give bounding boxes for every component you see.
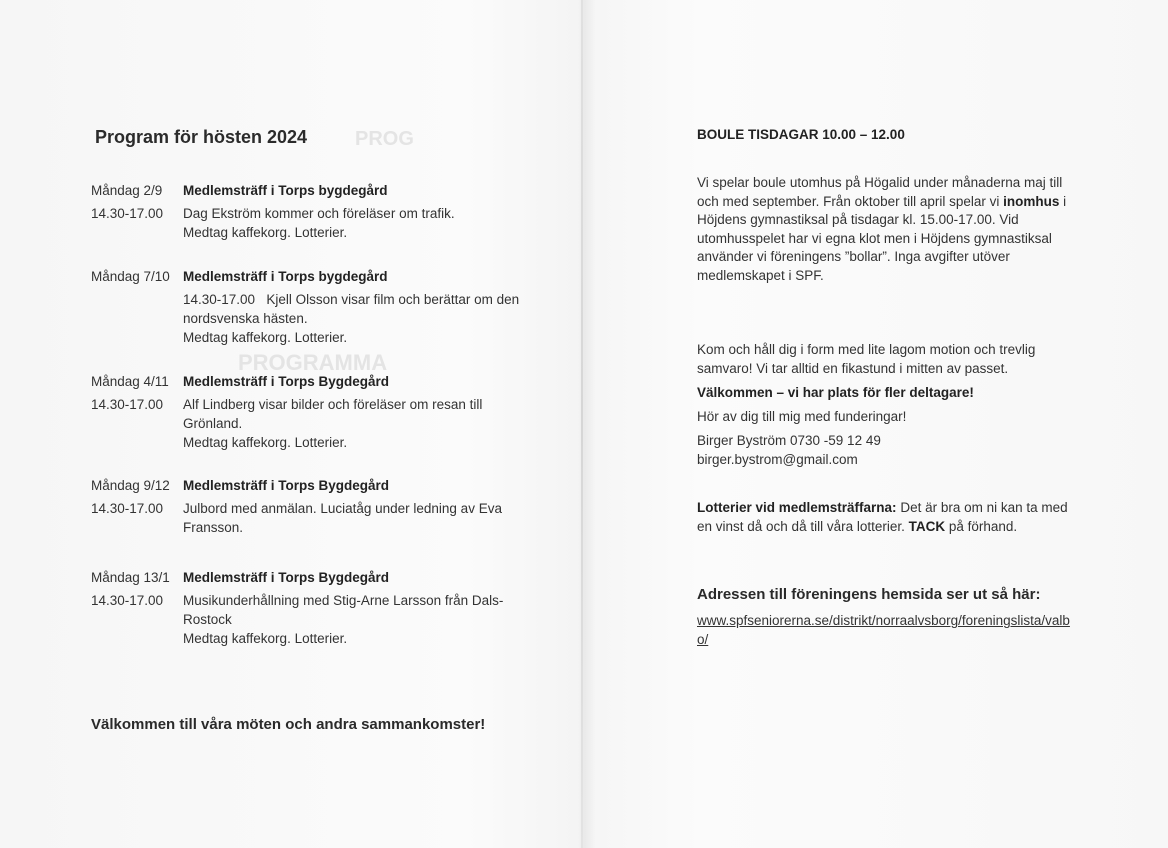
event-description-cont: Fransson. <box>183 520 244 535</box>
motion-paragraph: Kom och håll dig i form med lite lagom motion och trevlig samvaro! Vi tar alltid en fikastund i mitten av passet. <box>697 342 1036 376</box>
event-date: Måndag 4/11 <box>91 374 169 389</box>
boule-text-cont: i Höjdens gymnastiksal på tisdagar kl. 15.00-17.00. Vid utomhusspelet har vi egna klot men i Höjdens gymnastiksal använder vi föreningens ”bollar”. Inga avgifter utöver medlemskapet i SPF. <box>697 193 1067 283</box>
event-description: Musikunderhållning med Stig-Arne Larsson från Dals- <box>183 593 504 608</box>
event-date: Måndag 13/1 <box>91 570 170 585</box>
event-heading: Medlemsträff i Torps bygdegård <box>183 183 388 198</box>
website-link[interactable]: www.spfseniorerna.se/distrikt/norraalvsborg/foreningslista/valbo/ <box>697 613 1070 647</box>
event-description: Kjell Olsson visar film och berättar om den <box>266 292 520 307</box>
lottery-thanks: TACK <box>908 518 946 534</box>
boule-indoor-emphasis: inomhus <box>1003 193 1060 209</box>
event-description-cont: Grönland. <box>183 416 243 431</box>
welcome-participants: Välkommen – vi har plats för fler deltagare! <box>697 385 974 400</box>
event-description: Alf Lindberg visar bilder och föreläser om resan till <box>183 397 483 412</box>
contact-prompt: Hör av dig till mig med funderingar! <box>697 409 907 424</box>
bleed-through-text: PROG <box>355 128 414 150</box>
event-heading: Medlemsträff i Torps bygdegård <box>183 269 388 284</box>
event-date: Måndag 7/10 <box>91 269 170 284</box>
lottery-heading: Lotterier vid medlemsträffarna: <box>697 500 897 515</box>
event-time: 14.30-17.00 <box>91 397 164 412</box>
event-heading: Medlemsträff i Torps Bygdegård <box>183 374 390 389</box>
event-heading: Medlemsträff i Torps Bygdegård <box>183 570 390 585</box>
event-item <box>91 476 571 537</box>
bleed-through-text: PROGRAMMA <box>238 350 388 375</box>
event-item <box>91 267 571 347</box>
event-time: 14.30-17.00 <box>91 206 164 221</box>
event-note: Medtag kaffekorg. Lotterier. <box>183 631 348 646</box>
lottery-text-end: på förhand. <box>945 518 1018 534</box>
contact-email[interactable]: birger.bystrom@gmail.com <box>697 452 858 467</box>
event-note: Medtag kaffekorg. Lotterier. <box>183 225 348 240</box>
page-fold <box>581 0 583 848</box>
event-description-cont: Rostock <box>183 612 232 627</box>
event-item <box>91 372 571 452</box>
address-heading: Adressen till föreningens hemsida ser ut så här: <box>697 586 1041 603</box>
event-description-cont: nordsvenska hästen. <box>183 311 308 326</box>
event-note: Medtag kaffekorg. Lotterier. <box>183 330 348 345</box>
event-time: 14.30-17.00 <box>91 501 164 516</box>
welcome-footer: Välkommen till våra möten och andra sammankomster! <box>91 716 486 733</box>
event-heading: Medlemsträff i Torps Bygdegård <box>183 478 390 493</box>
boule-text: Vi spelar boule utomhus på Högalid under månaderna maj till och med september. Från oktober till april spelar vi <box>697 175 1063 209</box>
event-item <box>91 568 571 648</box>
boule-paragraph <box>697 174 1072 285</box>
left-page <box>0 0 580 848</box>
lottery-paragraph <box>697 499 1072 536</box>
event-description: Dag Ekström kommer och föreläser om trafik. <box>183 206 455 221</box>
event-time: 14.30-17.00 <box>183 292 256 307</box>
event-description: Julbord med anmälan. Luciatåg under ledning av Eva <box>183 501 502 516</box>
boule-heading: BOULE TISDAGAR 10.00 – 12.00 <box>697 127 905 142</box>
event-note: Medtag kaffekorg. Lotterier. <box>183 435 348 450</box>
event-date: Måndag 2/9 <box>91 183 163 198</box>
event-item <box>91 181 571 242</box>
program-title: Program för hösten 2024 <box>95 127 308 147</box>
lottery-text: Det är bra om ni kan ta med en vinst då och då till våra lotterier. <box>697 500 1068 534</box>
event-time: 14.30-17.00 <box>91 593 164 608</box>
event-date: Måndag 9/12 <box>91 478 170 493</box>
contact-name-phone: Birger Byström 0730 -59 12 49 <box>697 433 881 448</box>
right-page <box>584 0 1168 848</box>
